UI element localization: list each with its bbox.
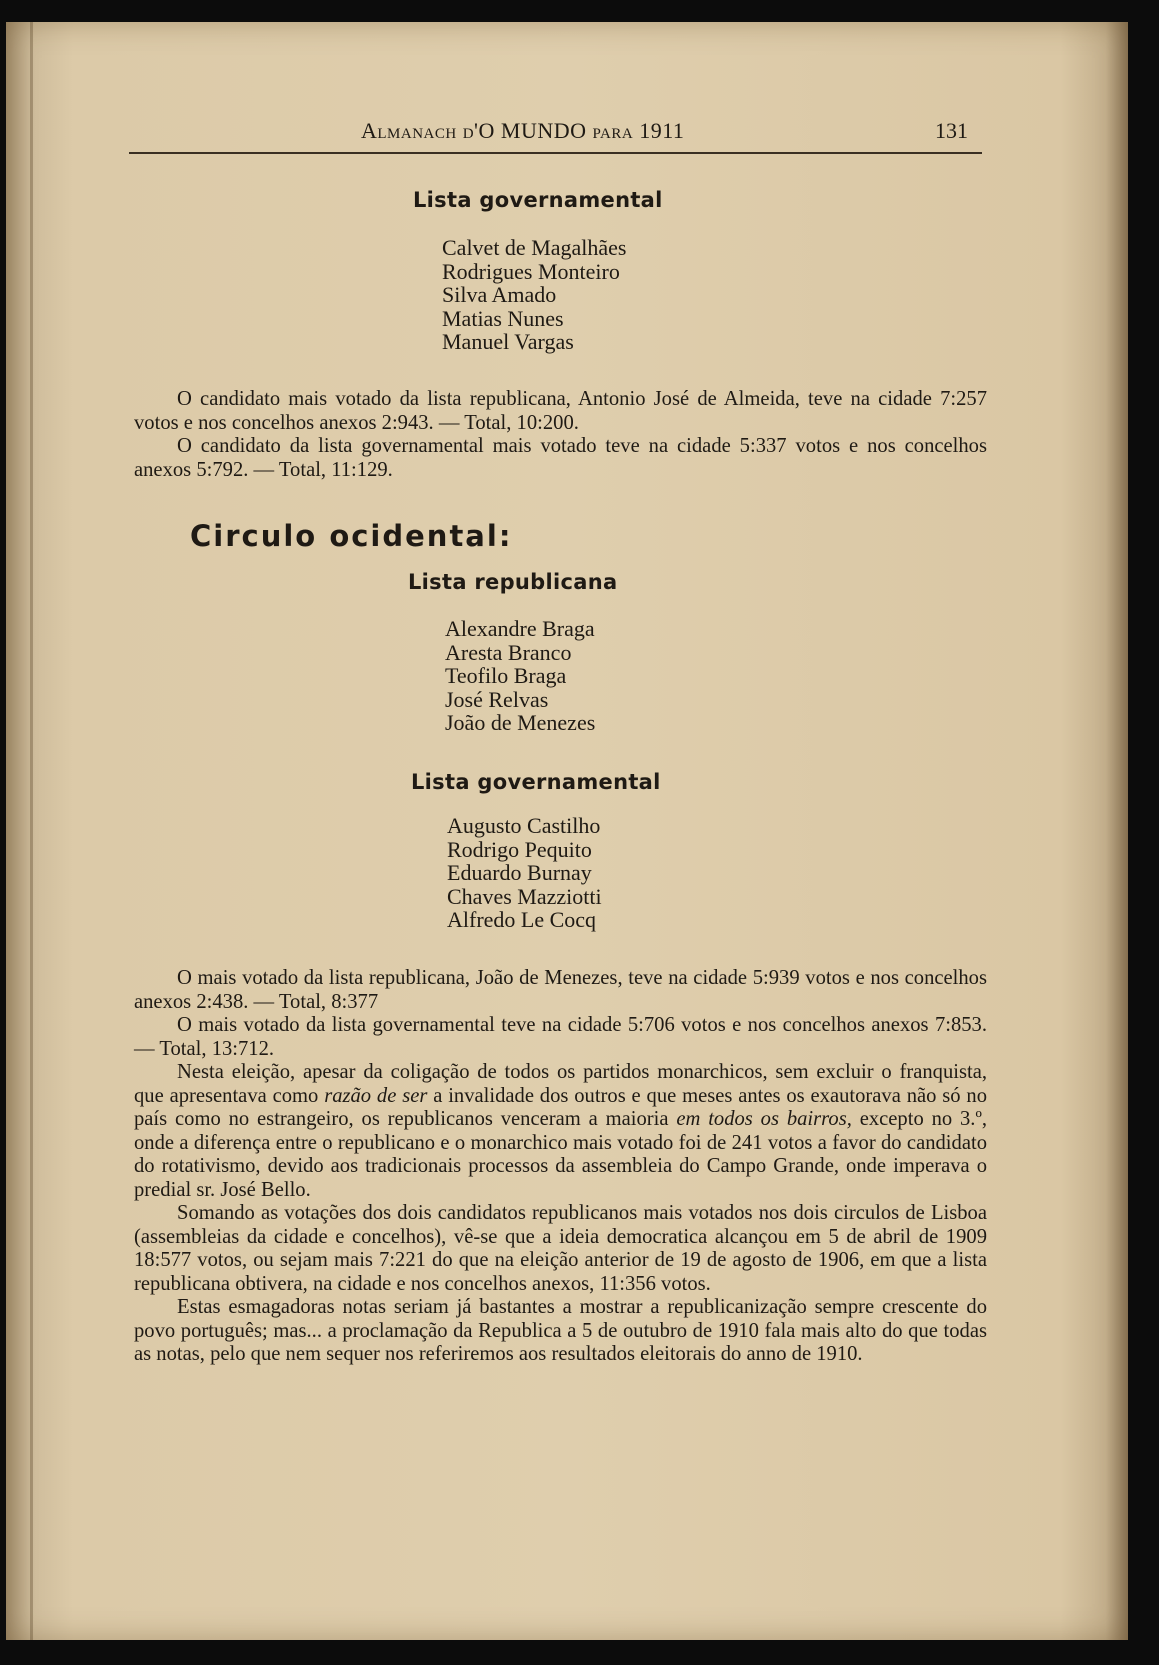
- book-page: [6, 22, 1128, 1640]
- running-header: [361, 118, 684, 144]
- section1-paragraphs: [134, 388, 987, 482]
- paragraph: O candidato da lista governamental mais votado teve na cidade 5:337 votos e nos concelhos anexos 5:792. — Total, 11:129.: [134, 435, 987, 481]
- paragraph: [134, 1061, 987, 1202]
- header-year: 1911: [639, 118, 685, 143]
- header-title-main: MUNDO: [500, 118, 587, 143]
- name-item: Teofilo Braga: [445, 663, 567, 688]
- header-title-sc: Almanach d'O: [361, 118, 495, 143]
- text-run: excepto no 3.º, onde a diferença entre o republicano e o monarchico mais votado foi de 241 votos a favor do candidato do rotativismo, devido aos tradicionais processos da assembleia do Campo Grande, onde imperava o predial sr. José Bello.: [134, 1108, 987, 1201]
- name-item: Alfredo Le Cocq: [447, 907, 597, 932]
- section1-heading: Lista governamental: [413, 188, 663, 212]
- paragraph: Estas esmagadoras notas seriam já bastantes a mostrar a republicanização sempre crescente do povo português; mas... a proclamação da Republica a 5 de outubro de 1910 fala mais alto do que todas as notas, pelo que nem sequer nos referiremos aos resultados eleitorais do anno de 1910.: [134, 1296, 987, 1365]
- name-item: Matias Nunes: [442, 305, 564, 331]
- section1-names: [442, 236, 627, 354]
- header-title-para: para: [592, 118, 634, 143]
- italic-run: razão de ser: [324, 1084, 428, 1107]
- page-number: 131: [935, 118, 968, 143]
- text-run: Nesta eleição, apesar da coligação de todos os partidos monarchicos, sem excluir o franquista, que apresentava como: [134, 1061, 987, 1107]
- paragraph: Somando as votações dos dois candidatos republicanos mais votados nos dois circulos de Lisboa (assembleias da cidade e concelhos), vê-se que a ideia democratica alcançou em 5 de abril de 1909 18:577 votos, ou sejam mais 7:221 do que na eleição anterior de 19 de agosto de 1906, em que a lista republicana obtivera, na cidade e nos concelhos anexos, 11:356 votos.: [134, 1202, 987, 1295]
- name-item: Rodrigo Pequito: [447, 836, 592, 862]
- name-item: José Relvas: [445, 686, 549, 712]
- name-item: João de Menezes: [445, 710, 596, 735]
- circulo-ocidental-title: Circulo ocidental:: [190, 519, 513, 553]
- name-item: Aresta Branco: [445, 639, 572, 665]
- paragraph: O candidato mais votado da lista republicana, Antonio José de Almeida, teve na cidade 7:257 votos e nos concelhos anexos 2:943. — Total, 10:200.: [134, 388, 987, 434]
- republican-list-heading: Lista republicana: [408, 570, 618, 594]
- government-names: [447, 814, 602, 932]
- name-item: Eduardo Burnay: [447, 860, 592, 885]
- name-item: Rodrigues Monteiro: [442, 258, 620, 284]
- name-item: Augusto Castilho: [447, 813, 601, 838]
- name-item: Silva Amado: [442, 282, 557, 307]
- name-item: Chaves Mazziotti: [447, 883, 602, 909]
- paragraph: O mais votado da lista republicana, João de Menezes, teve na cidade 5:939 votos e nos concelhos anexos 2:438. — Total, 8:377: [134, 967, 987, 1013]
- name-item: Calvet de Magalhães: [442, 235, 627, 260]
- republican-names: [445, 617, 595, 735]
- italic-run: em todos os bairros,: [676, 1108, 852, 1130]
- government-list-heading: Lista governamental: [411, 770, 661, 794]
- text-run: a invalidade dos outros e que meses antes os exautorava não só no país como no estrangeiro, os republicanos venceram a maioria: [134, 1084, 987, 1130]
- paragraph: O mais votado da lista governamental teve na cidade 5:706 votos e nos concelhos anexos 7:853. — Total, 13:712.: [134, 1014, 987, 1060]
- section2-paragraphs: [134, 967, 987, 1367]
- name-item: Manuel Vargas: [442, 329, 574, 354]
- name-item: Alexandre Braga: [445, 616, 595, 641]
- header-rule: [129, 152, 982, 154]
